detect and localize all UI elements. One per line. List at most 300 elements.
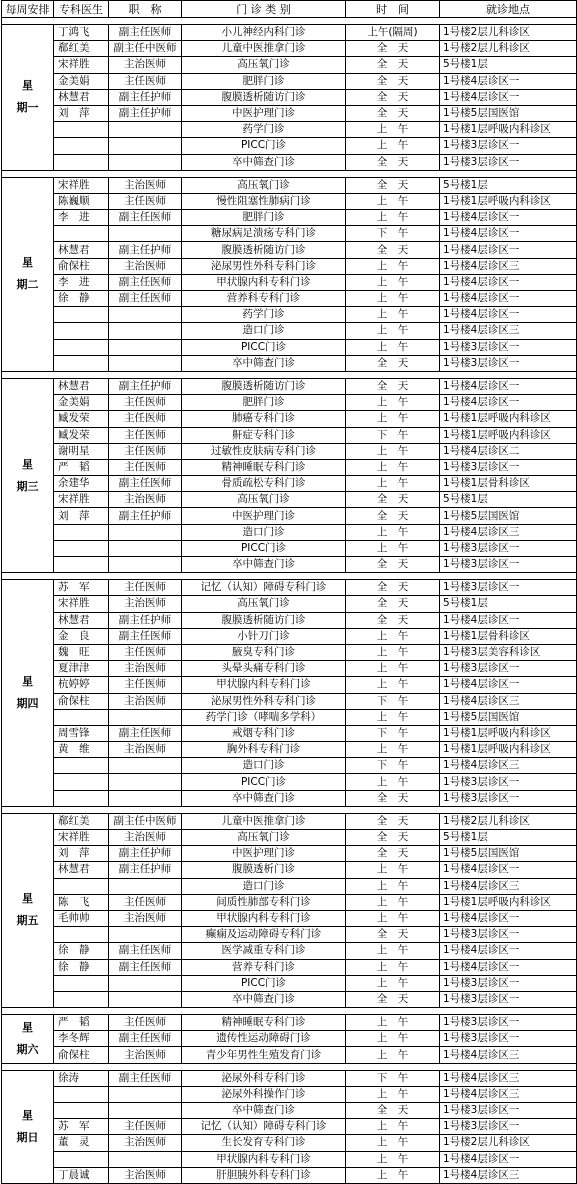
title-cell xyxy=(109,790,182,806)
doctor-cell xyxy=(54,540,109,556)
doctor-cell: 严 韬 xyxy=(54,1015,109,1031)
table-row xyxy=(2,878,577,894)
time-cell: 上 午 xyxy=(346,894,440,910)
location-cell: 1号楼1层呼吸内科诊区 xyxy=(440,742,577,758)
table-row xyxy=(2,476,577,492)
clinic-type-cell: 药学门诊 xyxy=(182,122,346,138)
clinic-type-cell: 肥胖门诊 xyxy=(182,210,346,226)
doctor-cell: 宋祥胜 xyxy=(54,492,109,508)
clinic-type-cell: 高压氧门诊 xyxy=(182,57,346,73)
title-cell xyxy=(109,540,182,556)
time-cell: 上 午 xyxy=(346,910,440,926)
table-row xyxy=(2,1167,577,1183)
time-cell: 下 午 xyxy=(346,1070,440,1086)
doctor-cell xyxy=(54,1086,109,1102)
title-cell xyxy=(109,975,182,991)
time-cell: 全 天 xyxy=(346,596,440,612)
table-row xyxy=(2,443,577,459)
time-cell: 上 午 xyxy=(346,258,440,274)
time-cell: 全 天 xyxy=(346,89,440,105)
clinic-type-cell: 小针刀门诊 xyxy=(182,628,346,644)
time-cell: 下 午 xyxy=(346,226,440,242)
clinic-type-cell: 卒中筛查门诊 xyxy=(182,790,346,806)
table-row xyxy=(2,210,577,226)
title-cell: 副主任中医师 xyxy=(109,813,182,829)
clinic-type-cell: 儿童中医推拿门诊 xyxy=(182,41,346,57)
title-cell: 副主任医师 xyxy=(109,1070,182,1086)
title-cell: 主治医师 xyxy=(109,177,182,193)
location-cell: 1号楼1层呼吸内科诊区 xyxy=(440,725,577,741)
clinic-type-cell: 卒中筛查门诊 xyxy=(182,991,346,1007)
clinic-type-cell: 卒中筛查门诊 xyxy=(182,557,346,573)
doctor-cell: 魏 旺 xyxy=(54,644,109,660)
title-cell: 主治医师 xyxy=(109,57,182,73)
title-cell: 主任医师 xyxy=(109,427,182,443)
location-cell: 1号楼4层诊区一 xyxy=(440,943,577,959)
location-cell: 1号楼4层诊区三 xyxy=(440,878,577,894)
location-cell: 1号楼4层诊区三 xyxy=(440,1086,577,1102)
table-row xyxy=(2,1070,577,1086)
separator-cell xyxy=(2,1063,577,1070)
location-cell: 1号楼3层诊区一 xyxy=(440,1103,577,1119)
location-cell: 1号楼3层诊区一 xyxy=(440,355,577,371)
table-row xyxy=(2,774,577,790)
title-cell: 主治医师 xyxy=(109,1167,182,1183)
time-cell: 上 午 xyxy=(346,1047,440,1063)
time-cell: 全 天 xyxy=(346,813,440,829)
table-row xyxy=(2,242,577,258)
header-clinic-type: 门 诊 类 别 xyxy=(182,1,346,18)
doctor-cell: 夏津津 xyxy=(54,661,109,677)
time-cell: 全 天 xyxy=(346,612,440,628)
table-row xyxy=(2,677,577,693)
doctor-cell: 陈巍顺 xyxy=(54,193,109,209)
clinic-type-cell: 过敏性皮肤病专科门诊 xyxy=(182,443,346,459)
table-row xyxy=(2,758,577,774)
location-cell: 1号楼4层诊区一 xyxy=(440,226,577,242)
weekday-label: 星 期五 xyxy=(2,813,54,1007)
title-cell: 主治医师 xyxy=(109,258,182,274)
title-cell xyxy=(109,709,182,725)
clinic-type-cell: 生长发育专科门诊 xyxy=(182,1135,346,1151)
doctor-cell: 林慧君 xyxy=(54,612,109,628)
clinic-type-cell: PICC门诊 xyxy=(182,774,346,790)
location-cell: 1号楼3层诊区一 xyxy=(440,774,577,790)
clinic-type-cell: 肝胆胰外科专科门诊 xyxy=(182,1167,346,1183)
doctor-cell xyxy=(54,709,109,725)
location-cell: 1号楼3层诊区一 xyxy=(440,540,577,556)
doctor-cell: 李 进 xyxy=(54,274,109,290)
clinic-type-cell: 甲状腺内科专科门诊 xyxy=(182,677,346,693)
table-row xyxy=(2,193,577,209)
separator-cell xyxy=(2,18,577,25)
clinic-type-cell: 医学减重专科门诊 xyxy=(182,943,346,959)
table-row xyxy=(2,291,577,307)
time-cell: 上 午 xyxy=(346,476,440,492)
time-cell: 上 午 xyxy=(346,1167,440,1183)
doctor-cell xyxy=(54,1103,109,1119)
doctor-cell xyxy=(54,122,109,138)
clinic-type-cell: 造口门诊 xyxy=(182,323,346,339)
time-cell: 上 午 xyxy=(346,307,440,323)
location-cell: 1号楼4层诊区三 xyxy=(440,1070,577,1086)
title-cell: 主治医师 xyxy=(109,492,182,508)
location-cell: 1号楼3层诊区一 xyxy=(440,557,577,573)
table-row xyxy=(2,1135,577,1151)
location-cell: 5号楼1层 xyxy=(440,57,577,73)
doctor-cell: 刘 萍 xyxy=(54,105,109,121)
table-row xyxy=(2,612,577,628)
clinic-type-cell: 腹膜透析门诊 xyxy=(182,862,346,878)
time-cell: 上 午 xyxy=(346,210,440,226)
doctor-cell: 李 进 xyxy=(54,210,109,226)
time-cell: 上 午 xyxy=(346,1135,440,1151)
clinic-type-cell: 记忆（认知）障碍专科门诊 xyxy=(182,1119,346,1135)
title-cell: 主任医师 xyxy=(109,677,182,693)
time-cell: 全 天 xyxy=(346,154,440,170)
clinic-type-cell: 中医护理门诊 xyxy=(182,508,346,524)
time-cell: 上 午 xyxy=(346,774,440,790)
title-cell xyxy=(109,1151,182,1167)
title-cell: 副主任医师 xyxy=(109,959,182,975)
clinic-type-cell: 中医护理门诊 xyxy=(182,846,346,862)
doctor-cell: 刘 萍 xyxy=(54,846,109,862)
time-cell: 全 天 xyxy=(346,492,440,508)
location-cell: 1号楼4层诊区三 xyxy=(440,1167,577,1183)
clinic-type-cell: 泌尿外科操作门诊 xyxy=(182,1086,346,1102)
time-cell: 全 天 xyxy=(346,991,440,1007)
table-row xyxy=(2,1047,577,1063)
doctor-cell xyxy=(54,154,109,170)
doctor-cell: 俞保柱 xyxy=(54,1047,109,1063)
location-cell: 1号楼4层诊区一 xyxy=(440,395,577,411)
location-cell: 1号楼3层诊区一 xyxy=(440,661,577,677)
time-cell: 上 午 xyxy=(346,1086,440,1102)
location-cell: 1号楼4层诊区三 xyxy=(440,258,577,274)
title-cell: 主任医师 xyxy=(109,459,182,475)
location-cell: 1号楼3层诊区一 xyxy=(440,790,577,806)
doctor-cell: 俞保柱 xyxy=(54,693,109,709)
doctor-cell: 周雪锋 xyxy=(54,725,109,741)
doctor-cell: 杭婷婷 xyxy=(54,677,109,693)
time-cell: 上 午 xyxy=(346,323,440,339)
location-cell: 1号楼4层诊区一 xyxy=(440,862,577,878)
title-cell xyxy=(109,323,182,339)
doctor-cell: 俞保柱 xyxy=(54,258,109,274)
location-cell: 1号楼1层呼吸内科诊区 xyxy=(440,122,577,138)
location-cell: 1号楼5层国医馆 xyxy=(440,508,577,524)
table-row xyxy=(2,813,577,829)
doctor-cell: 林慧君 xyxy=(54,378,109,394)
table-row xyxy=(2,323,577,339)
location-cell: 1号楼4层诊区一 xyxy=(440,73,577,89)
clinic-type-cell: 肺癌专科门诊 xyxy=(182,411,346,427)
doctor-cell: 苏 军 xyxy=(54,1119,109,1135)
title-cell: 主治医师 xyxy=(109,1047,182,1063)
time-cell: 上 午 xyxy=(346,1119,440,1135)
time-cell: 全 天 xyxy=(346,378,440,394)
weekday-label: 星 期二 xyxy=(2,177,54,371)
clinic-type-cell: 肥胖门诊 xyxy=(182,73,346,89)
location-cell: 1号楼2层儿科诊区 xyxy=(440,25,577,41)
title-cell: 主治医师 xyxy=(109,693,182,709)
clinic-type-cell: PICC门诊 xyxy=(182,339,346,355)
day-separator xyxy=(2,1063,577,1070)
time-cell: 上 午 xyxy=(346,1015,440,1031)
time-cell: 下 午 xyxy=(346,427,440,443)
title-cell: 副主任医师 xyxy=(109,1031,182,1047)
time-cell: 上 午 xyxy=(346,274,440,290)
doctor-cell xyxy=(54,339,109,355)
day-separator xyxy=(2,1008,577,1015)
location-cell: 1号楼3层诊区一 xyxy=(440,339,577,355)
doctor-cell xyxy=(54,927,109,943)
title-cell: 副主任中医师 xyxy=(109,41,182,57)
time-cell: 全 天 xyxy=(346,242,440,258)
clinic-type-cell: 造口门诊 xyxy=(182,758,346,774)
header-time: 时 间 xyxy=(346,1,440,18)
table-row xyxy=(2,258,577,274)
title-cell xyxy=(109,339,182,355)
clinic-type-cell: PICC门诊 xyxy=(182,138,346,154)
title-cell: 副主任医师 xyxy=(109,274,182,290)
title-cell xyxy=(109,557,182,573)
clinic-type-cell: 高压氧门诊 xyxy=(182,492,346,508)
table-row xyxy=(2,154,577,170)
location-cell: 1号楼5层国医馆 xyxy=(440,846,577,862)
table-row xyxy=(2,661,577,677)
table-row xyxy=(2,122,577,138)
doctor-cell: 徐 静 xyxy=(54,291,109,307)
table-row xyxy=(2,226,577,242)
location-cell: 1号楼4层诊区一 xyxy=(440,307,577,323)
table-row xyxy=(2,742,577,758)
location-cell: 1号楼4层诊区一 xyxy=(440,612,577,628)
doctor-cell xyxy=(54,307,109,323)
doctor-cell xyxy=(54,1151,109,1167)
title-cell: 主任医师 xyxy=(109,1119,182,1135)
time-cell: 上 午 xyxy=(346,943,440,959)
weekday-label: 星 期一 xyxy=(2,25,54,171)
time-cell: 全 天 xyxy=(346,846,440,862)
separator-cell xyxy=(2,1008,577,1015)
doctor-cell xyxy=(54,878,109,894)
doctor-cell: 林慧君 xyxy=(54,242,109,258)
location-cell: 1号楼3层诊区一 xyxy=(440,1031,577,1047)
time-cell: 上 午 xyxy=(346,742,440,758)
clinic-type-cell: 药学门诊 xyxy=(182,307,346,323)
title-cell: 主任医师 xyxy=(109,443,182,459)
location-cell: 1号楼4层诊区三 xyxy=(440,758,577,774)
doctor-cell xyxy=(54,323,109,339)
title-cell xyxy=(109,524,182,540)
time-cell: 全 天 xyxy=(346,57,440,73)
separator-cell xyxy=(2,806,577,813)
time-cell: 上 午 xyxy=(346,411,440,427)
clinic-type-cell: 卒中筛查门诊 xyxy=(182,1103,346,1119)
time-cell: 下 午 xyxy=(346,758,440,774)
day-separator xyxy=(2,18,577,25)
header-title: 职 称 xyxy=(109,1,182,18)
clinic-type-cell: 小儿神经内科门诊 xyxy=(182,25,346,41)
doctor-cell: 臧发荣 xyxy=(54,427,109,443)
table-row xyxy=(2,73,577,89)
weekday-label: 星 期日 xyxy=(2,1070,54,1183)
doctor-cell xyxy=(54,774,109,790)
time-cell: 全 天 xyxy=(346,557,440,573)
time-cell: 上 午 xyxy=(346,443,440,459)
location-cell: 5号楼1层 xyxy=(440,596,577,612)
table-row xyxy=(2,105,577,121)
title-cell: 主任医师 xyxy=(109,580,182,596)
time-cell: 上 午 xyxy=(346,291,440,307)
table-row xyxy=(2,628,577,644)
time-cell: 上 午 xyxy=(346,644,440,660)
day-separator xyxy=(2,170,577,177)
clinic-type-cell: 甲状腺内科专科门诊 xyxy=(182,274,346,290)
clinic-type-cell: PICC门诊 xyxy=(182,540,346,556)
table-row xyxy=(2,596,577,612)
location-cell: 1号楼5层国医馆 xyxy=(440,709,577,725)
time-cell: 全 天 xyxy=(346,105,440,121)
clinic-type-cell: 造口门诊 xyxy=(182,878,346,894)
table-row xyxy=(2,1031,577,1047)
clinic-type-cell: 泌尿男性外科专科门诊 xyxy=(182,693,346,709)
title-cell: 副主任医师 xyxy=(109,628,182,644)
table-row xyxy=(2,580,577,596)
table-row xyxy=(2,89,577,105)
table-row xyxy=(2,910,577,926)
table-row xyxy=(2,1103,577,1119)
time-cell: 上 午 xyxy=(346,628,440,644)
doctor-cell: 臧发荣 xyxy=(54,411,109,427)
title-cell xyxy=(109,138,182,154)
table-row xyxy=(2,307,577,323)
time-cell: 上 午 xyxy=(346,709,440,725)
clinic-type-cell: 腹膜透析随访门诊 xyxy=(182,612,346,628)
title-cell: 副主任护师 xyxy=(109,612,182,628)
clinic-type-cell: 卒中筛查门诊 xyxy=(182,355,346,371)
time-cell: 上 午 xyxy=(346,459,440,475)
time-cell: 全 天 xyxy=(346,41,440,57)
header-row xyxy=(2,1,577,18)
time-cell: 上 午 xyxy=(346,862,440,878)
title-cell: 主任医师 xyxy=(109,894,182,910)
doctor-cell xyxy=(54,355,109,371)
separator-cell xyxy=(2,371,577,378)
title-cell xyxy=(109,927,182,943)
doctor-cell: 林慧君 xyxy=(54,862,109,878)
doctor-cell: 宋祥胜 xyxy=(54,57,109,73)
clinic-type-cell: 戒烟专科门诊 xyxy=(182,725,346,741)
location-cell: 1号楼5层国医馆 xyxy=(440,105,577,121)
table-row xyxy=(2,540,577,556)
clinic-type-cell: 儿童中医推拿门诊 xyxy=(182,813,346,829)
table-row xyxy=(2,725,577,741)
time-cell: 全 天 xyxy=(346,508,440,524)
clinic-type-cell: 鼾症专科门诊 xyxy=(182,427,346,443)
doctor-cell: 郗红美 xyxy=(54,41,109,57)
clinic-type-cell: 慢性阻塞性肺病门诊 xyxy=(182,193,346,209)
table-row xyxy=(2,1151,577,1167)
title-cell: 主治医师 xyxy=(109,742,182,758)
time-cell: 上 午 xyxy=(346,661,440,677)
location-cell: 1号楼3层诊区一 xyxy=(440,154,577,170)
clinic-type-cell: 胸外科专科门诊 xyxy=(182,742,346,758)
table-row xyxy=(2,177,577,193)
location-cell: 1号楼2层儿科诊区 xyxy=(440,813,577,829)
table-row xyxy=(2,894,577,910)
clinic-type-cell: 遗传性运动障碍门诊 xyxy=(182,1031,346,1047)
doctor-cell: 陈 飞 xyxy=(54,894,109,910)
clinic-type-cell: 癫痫及运动障碍专科门诊 xyxy=(182,927,346,943)
title-cell: 副主任护师 xyxy=(109,378,182,394)
title-cell: 主治医师 xyxy=(109,1135,182,1151)
table-row xyxy=(2,138,577,154)
title-cell: 主治医师 xyxy=(109,596,182,612)
doctor-cell xyxy=(54,557,109,573)
clinic-type-cell: PICC门诊 xyxy=(182,975,346,991)
location-cell: 1号楼4层诊区一 xyxy=(440,959,577,975)
time-cell: 全 天 xyxy=(346,177,440,193)
time-cell: 上 午 xyxy=(346,1151,440,1167)
title-cell xyxy=(109,1086,182,1102)
doctor-cell: 丁晨诚 xyxy=(54,1167,109,1183)
time-cell: 上 午 xyxy=(346,540,440,556)
clinic-type-cell: 腹膜透析随访门诊 xyxy=(182,89,346,105)
clinic-schedule-table xyxy=(1,0,577,1184)
table-row xyxy=(2,378,577,394)
clinic-type-cell: 高压氧门诊 xyxy=(182,177,346,193)
table-row xyxy=(2,508,577,524)
title-cell: 副主任护师 xyxy=(109,242,182,258)
location-cell: 1号楼3层诊区一 xyxy=(440,1015,577,1031)
weekday-label: 星 期六 xyxy=(2,1015,54,1064)
time-cell: 下 午 xyxy=(346,725,440,741)
title-cell: 副主任医师 xyxy=(109,476,182,492)
location-cell: 1号楼1层呼吸内科诊区 xyxy=(440,411,577,427)
location-cell: 1号楼1层骨科诊区 xyxy=(440,628,577,644)
title-cell: 主任医师 xyxy=(109,1015,182,1031)
location-cell: 1号楼4层诊区三 xyxy=(440,1047,577,1063)
clinic-type-cell: 中医护理门诊 xyxy=(182,105,346,121)
time-cell: 上 午 xyxy=(346,395,440,411)
clinic-type-cell: 腋臭专科门诊 xyxy=(182,644,346,660)
title-cell xyxy=(109,154,182,170)
location-cell: 1号楼4层诊区一 xyxy=(440,1151,577,1167)
title-cell: 主治医师 xyxy=(109,830,182,846)
title-cell xyxy=(109,991,182,1007)
table-row xyxy=(2,1015,577,1031)
day-separator xyxy=(2,371,577,378)
time-cell: 全 天 xyxy=(346,790,440,806)
separator-cell xyxy=(2,170,577,177)
table-row xyxy=(2,557,577,573)
clinic-type-cell: 精神睡眠专科门诊 xyxy=(182,459,346,475)
location-cell: 1号楼4层诊区一 xyxy=(440,89,577,105)
day-separator xyxy=(2,806,577,813)
weekday-label: 星 期四 xyxy=(2,580,54,807)
location-cell: 1号楼4层诊区一 xyxy=(440,291,577,307)
table-row xyxy=(2,943,577,959)
clinic-type-cell: 腹膜透析随访门诊 xyxy=(182,378,346,394)
doctor-cell: 谢明星 xyxy=(54,443,109,459)
doctor-cell xyxy=(54,138,109,154)
doctor-cell xyxy=(54,226,109,242)
table-row xyxy=(2,25,577,41)
table-row xyxy=(2,339,577,355)
location-cell: 1号楼4层诊区一 xyxy=(440,274,577,290)
